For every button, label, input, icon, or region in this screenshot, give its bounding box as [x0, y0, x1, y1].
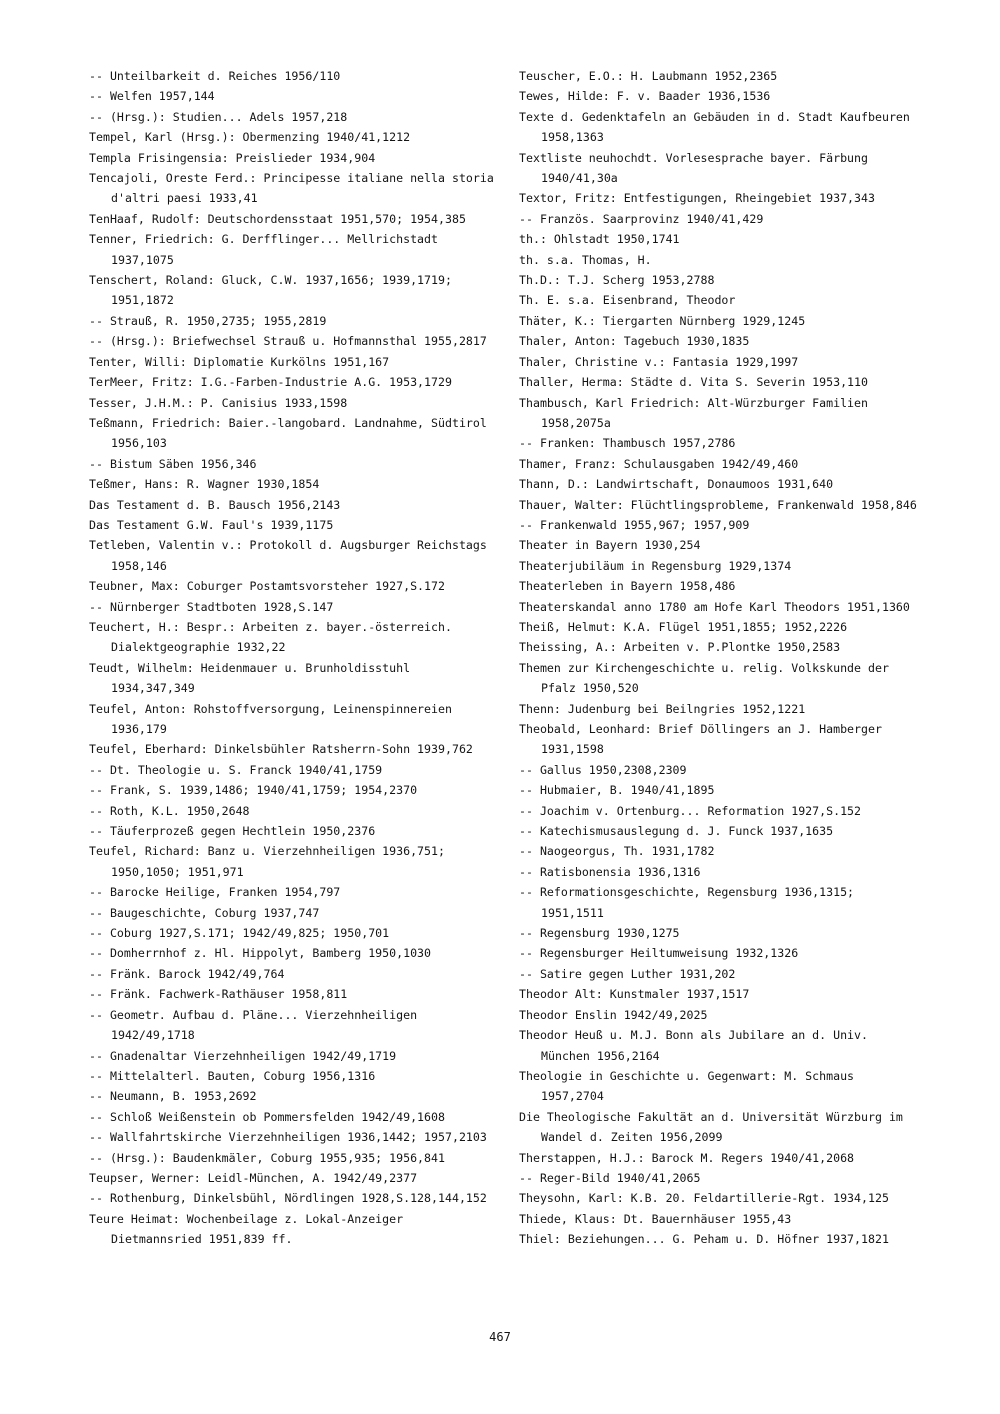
index-entry: Theaterskandal anno 1780 am Hofe Karl Theodors 1951,1360	[519, 599, 910, 614]
index-entry: Das Testament G.W. Faul's 1939,1175	[89, 517, 334, 532]
index-entry: -- Naogeorgus, Th. 1931,1782	[519, 844, 715, 859]
index-entry: -- Regensburg 1930,1275	[519, 926, 680, 941]
index-entry: -- (Hrsg.): Baudenkmäler, Coburg 1955,935; 1956,841	[89, 1150, 445, 1165]
index-entry: -- Frankenwald 1955,967; 1957,909	[519, 517, 750, 532]
index-entry: Tenter, Willi: Diplomatie Kurkölns 1951,167	[89, 354, 390, 369]
index-entry: Tewes, Hilde: F. v. Baader 1936,1536	[519, 89, 771, 104]
index-entry: Tesser, J.H.M.: P. Canisius 1933,1598	[89, 395, 348, 410]
index-entry: -- Baugeschichte, Coburg 1937,747	[89, 905, 320, 920]
index-entry: Thauer, Walter: Flüchtlingsprobleme, Frankenwald 1958,846	[519, 497, 917, 512]
index-entry: th. s.a. Thomas, H.	[519, 252, 652, 267]
index-entry: Thaler, Christine v.: Fantasia 1929,1997	[519, 354, 799, 369]
index-entry: Teufel, Anton: Rohstoffversorgung, Leinenspinnereien 1936,179	[89, 701, 452, 736]
index-entry: Textor, Fritz: Entfestigungen, Rheingebiet 1937,343	[519, 191, 875, 206]
index-entry: -- Ratisbonensia 1936,1316	[519, 864, 701, 879]
index-entry: Thann, D.: Landwirtschaft, Donaumoos 1931,640	[519, 477, 834, 492]
index-entry: Theater in Bayern 1930,254	[519, 538, 701, 553]
index-entry: -- (Hrsg.): Studien... Adels 1957,218	[89, 109, 348, 124]
index-entry: Theaterleben in Bayern 1958,486	[519, 579, 736, 594]
index-entry: -- (Hrsg.): Briefwechsel Strauß u. Hofmannsthal 1955,2817	[89, 334, 487, 349]
index-entry: -- Neumann, B. 1953,2692	[89, 1089, 257, 1104]
index-entry: -- Fränk. Barock 1942/49,764	[89, 966, 285, 981]
index-entry: Theaterjubiläum in Regensburg 1929,1374	[519, 558, 792, 573]
index-entry: Th.D.: T.J. Scherg 1953,2788	[519, 273, 715, 288]
index-entry: -- Mittelalterl. Bauten, Coburg 1956,1316	[89, 1068, 376, 1083]
right-index-column	[519, 66, 919, 1250]
index-entry: -- Unteilbarkeit d. Reiches 1956/110	[89, 69, 341, 83]
index-entry: Thambusch, Karl Friedrich: Alt-Würzburger Familien 1958,2075a	[519, 395, 869, 430]
index-entry: Th. E. s.a. Eisenbrand, Theodor	[519, 293, 736, 308]
index-entry: Thaller, Herma: Städte d. Vita S. Severin 1953,110	[519, 375, 869, 390]
index-entry: -- Reger-Bild 1940/41,2065	[519, 1170, 701, 1185]
index-entry: Theobald, Leonhard: Brief Döllingers an J. Hamberger 1931,1598	[519, 722, 882, 757]
index-entry: -- Regensburger Heiltumweisung 1932,1326	[519, 946, 799, 961]
index-entry: TenHaaf, Rudolf: Deutschordensstaat 1951,570; 1954,385	[89, 211, 466, 226]
index-entry: Theissing, A.: Arbeiten v. P.Plontke 1950,2583	[519, 640, 841, 655]
index-entry: Tencajoli, Oreste Ferd.: Principesse italiane nella storia d'altri paesi 1933,41	[89, 171, 494, 206]
index-entry: Tetleben, Valentin v.: Protokoll d. Augsburger Reichstags 1958,146	[89, 538, 487, 573]
index-entry: -- Strauß, R. 1950,2735; 1955,2819	[89, 313, 327, 328]
index-entry: Theysohn, Karl: K.B. 20. Feldartillerie-Rgt. 1934,125	[519, 1191, 889, 1206]
index-entry: Tenner, Friedrich: G. Derfflinger... Mellrichstadt 1937,1075	[89, 232, 439, 267]
index-entry: TerMeer, Fritz: I.G.-Farben-Industrie A.G. 1953,1729	[89, 375, 452, 390]
index-entry: Das Testament d. B. Bausch 1956,2143	[89, 497, 341, 512]
index-entry: -- Nürnberger Stadtboten 1928,S.147	[89, 599, 334, 614]
index-entry: Thenn: Judenburg bei Beilngries 1952,1221	[519, 701, 806, 716]
index-entry: Thäter, K.: Tiergarten Nürnberg 1929,1245	[519, 313, 806, 328]
index-entry: -- Rothenburg, Dinkelsbühl, Nördlingen 1928,S.128,144,152	[89, 1191, 487, 1206]
index-entry: -- Geometr. Aufbau d. Pläne... Vierzehnheiligen 1942/49,1718	[89, 1007, 418, 1043]
index-entry: -- Domherrnhof z. Hl. Hippolyt, Bamberg 1950,1030	[89, 946, 432, 961]
index-entry: -- Schloß Weißenstein ob Pommersfelden 1942/49,1608	[89, 1109, 445, 1124]
index-entry: -- Wallfahrtskirche Vierzehnheiligen 1936,1442; 1957,2103	[89, 1130, 487, 1145]
index-entry: Teure Heimat: Wochenbeilage z. Lokal-Anzeiger Dietmannsried 1951,839 ff.	[89, 1211, 404, 1247]
index-entry: th.: Ohlstadt 1950,1741	[519, 232, 680, 247]
index-entry: -- Barocke Heilige, Franken 1954,797	[89, 885, 341, 900]
index-entry: -- Coburg 1927,S.171; 1942/49,825; 1950,701	[89, 926, 390, 941]
index-entry: Theodor Heuß u. M.J. Bonn als Jubilare an d. Univ. München 1956,2164	[519, 1028, 869, 1063]
index-entry: Thiel: Beziehungen... G. Peham u. D. Höfner 1937,1821	[519, 1232, 889, 1247]
index-entry: -- Joachim v. Ortenburg... Reformation 1927,S.152	[519, 803, 862, 818]
index-entry: Teuscher, E.O.: H. Laubmann 1952,2365	[519, 69, 778, 83]
index-entry: Templa Frisingensia: Preislieder 1934,904	[89, 150, 376, 165]
index-entry: -- Bistum Säben 1956,346	[89, 456, 257, 471]
left-index-column	[89, 66, 494, 1250]
index-entry: Theologie in Geschichte u. Gegenwart: M. Schmaus 1957,2704	[519, 1068, 855, 1104]
index-entry: -- Dt. Theologie u. S. Franck 1940/41,1759	[89, 762, 383, 777]
index-entry: -- Satire gegen Luther 1931,202	[519, 966, 736, 981]
index-entry: Textliste neuhochdt. Vorlesesprache bayer. Färbung 1940/41,30a	[519, 150, 869, 186]
index-entry: Texte d. Gedenktafeln an Gebäuden in d. Stadt Kaufbeuren 1958,1363	[519, 109, 910, 145]
index-entry: -- Französ. Saarprovinz 1940/41,429	[519, 211, 764, 226]
index-entry: Theodor Enslin 1942/49,2025	[519, 1007, 708, 1022]
index-entry: Thiede, Klaus: Dt. Bauernhäuser 1955,43	[519, 1211, 792, 1226]
index-entry: Theodor Alt: Kunstmaler 1937,1517	[519, 987, 750, 1002]
index-entry: Teßmann, Friedrich: Baier.-langobard. Landnahme, Südtirol 1956,103	[89, 415, 487, 451]
index-entry: Teuchert, H.: Bespr.: Arbeiten z. bayer.-österreich. Dialektgeographie 1932,22	[89, 619, 452, 655]
index-entry: -- Franken: Thambusch 1957,2786	[519, 436, 736, 451]
index-entry: Themen zur Kirchengeschichte u. relig. Volkskunde der Pfalz 1950,520	[519, 660, 889, 696]
index-entry: Teßmer, Hans: R. Wagner 1930,1854	[89, 477, 320, 492]
index-entry: -- Gallus 1950,2308,2309	[519, 762, 687, 777]
index-entry: -- Fränk. Fachwerk-Rathäuser 1958,811	[89, 987, 348, 1002]
index-entry: Teupser, Werner: Leidl-München, A. 1942/49,2377	[89, 1170, 418, 1185]
index-entry: Die Theologische Fakultät an d. Universität Würzburg im Wandel d. Zeiten 1956,2099	[519, 1109, 903, 1145]
index-entry: Teubner, Max: Coburger Postamtsvorsteher 1927,S.172	[89, 579, 445, 594]
index-entry: -- Hubmaier, B. 1940/41,1895	[519, 783, 715, 798]
index-entry: Theiß, Helmut: K.A. Flügel 1951,1855; 1952,2226	[519, 619, 848, 634]
index-entry: Therstappen, H.J.: Barock M. Regers 1940/41,2068	[519, 1150, 855, 1165]
index-entry: -- Frank, S. 1939,1486; 1940/41,1759; 1954,2370	[89, 783, 418, 798]
index-entry: Teufel, Richard: Banz u. Vierzehnheiligen 1936,751; 1950,1050; 1951,971	[89, 844, 445, 879]
index-entry: Tempel, Karl (Hrsg.): Obermenzing 1940/41,1212	[89, 130, 411, 145]
index-entry: -- Gnadenaltar Vierzehnheiligen 1942/49,1719	[89, 1048, 397, 1063]
index-entry: -- Täuferprozeß gegen Hechtlein 1950,2376	[89, 824, 376, 839]
index-entry: -- Welfen 1957,144	[89, 89, 215, 104]
index-entry: -- Katechismusauslegung d. J. Funck 1937,1635	[519, 824, 834, 839]
index-entry: Thamer, Franz: Schulausgaben 1942/49,460	[519, 456, 799, 471]
page-number: 467	[489, 1330, 511, 1344]
index-entry: Teudt, Wilhelm: Heidenmauer u. Brunholdisstuhl 1934,347,349	[89, 660, 411, 696]
index-entry: -- Reformationsgeschichte, Regensburg 1936,1315; 1951,1511	[519, 885, 855, 920]
index-entry: -- Roth, K.L. 1950,2648	[89, 803, 250, 818]
index-entry: Tenschert, Roland: Gluck, C.W. 1937,1656; 1939,1719; 1951,1872	[89, 273, 452, 308]
index-entry: Teufel, Eberhard: Dinkelsbühler Ratsherrn-Sohn 1939,762	[89, 742, 473, 757]
index-entry: Thaler, Anton: Tagebuch 1930,1835	[519, 334, 750, 349]
